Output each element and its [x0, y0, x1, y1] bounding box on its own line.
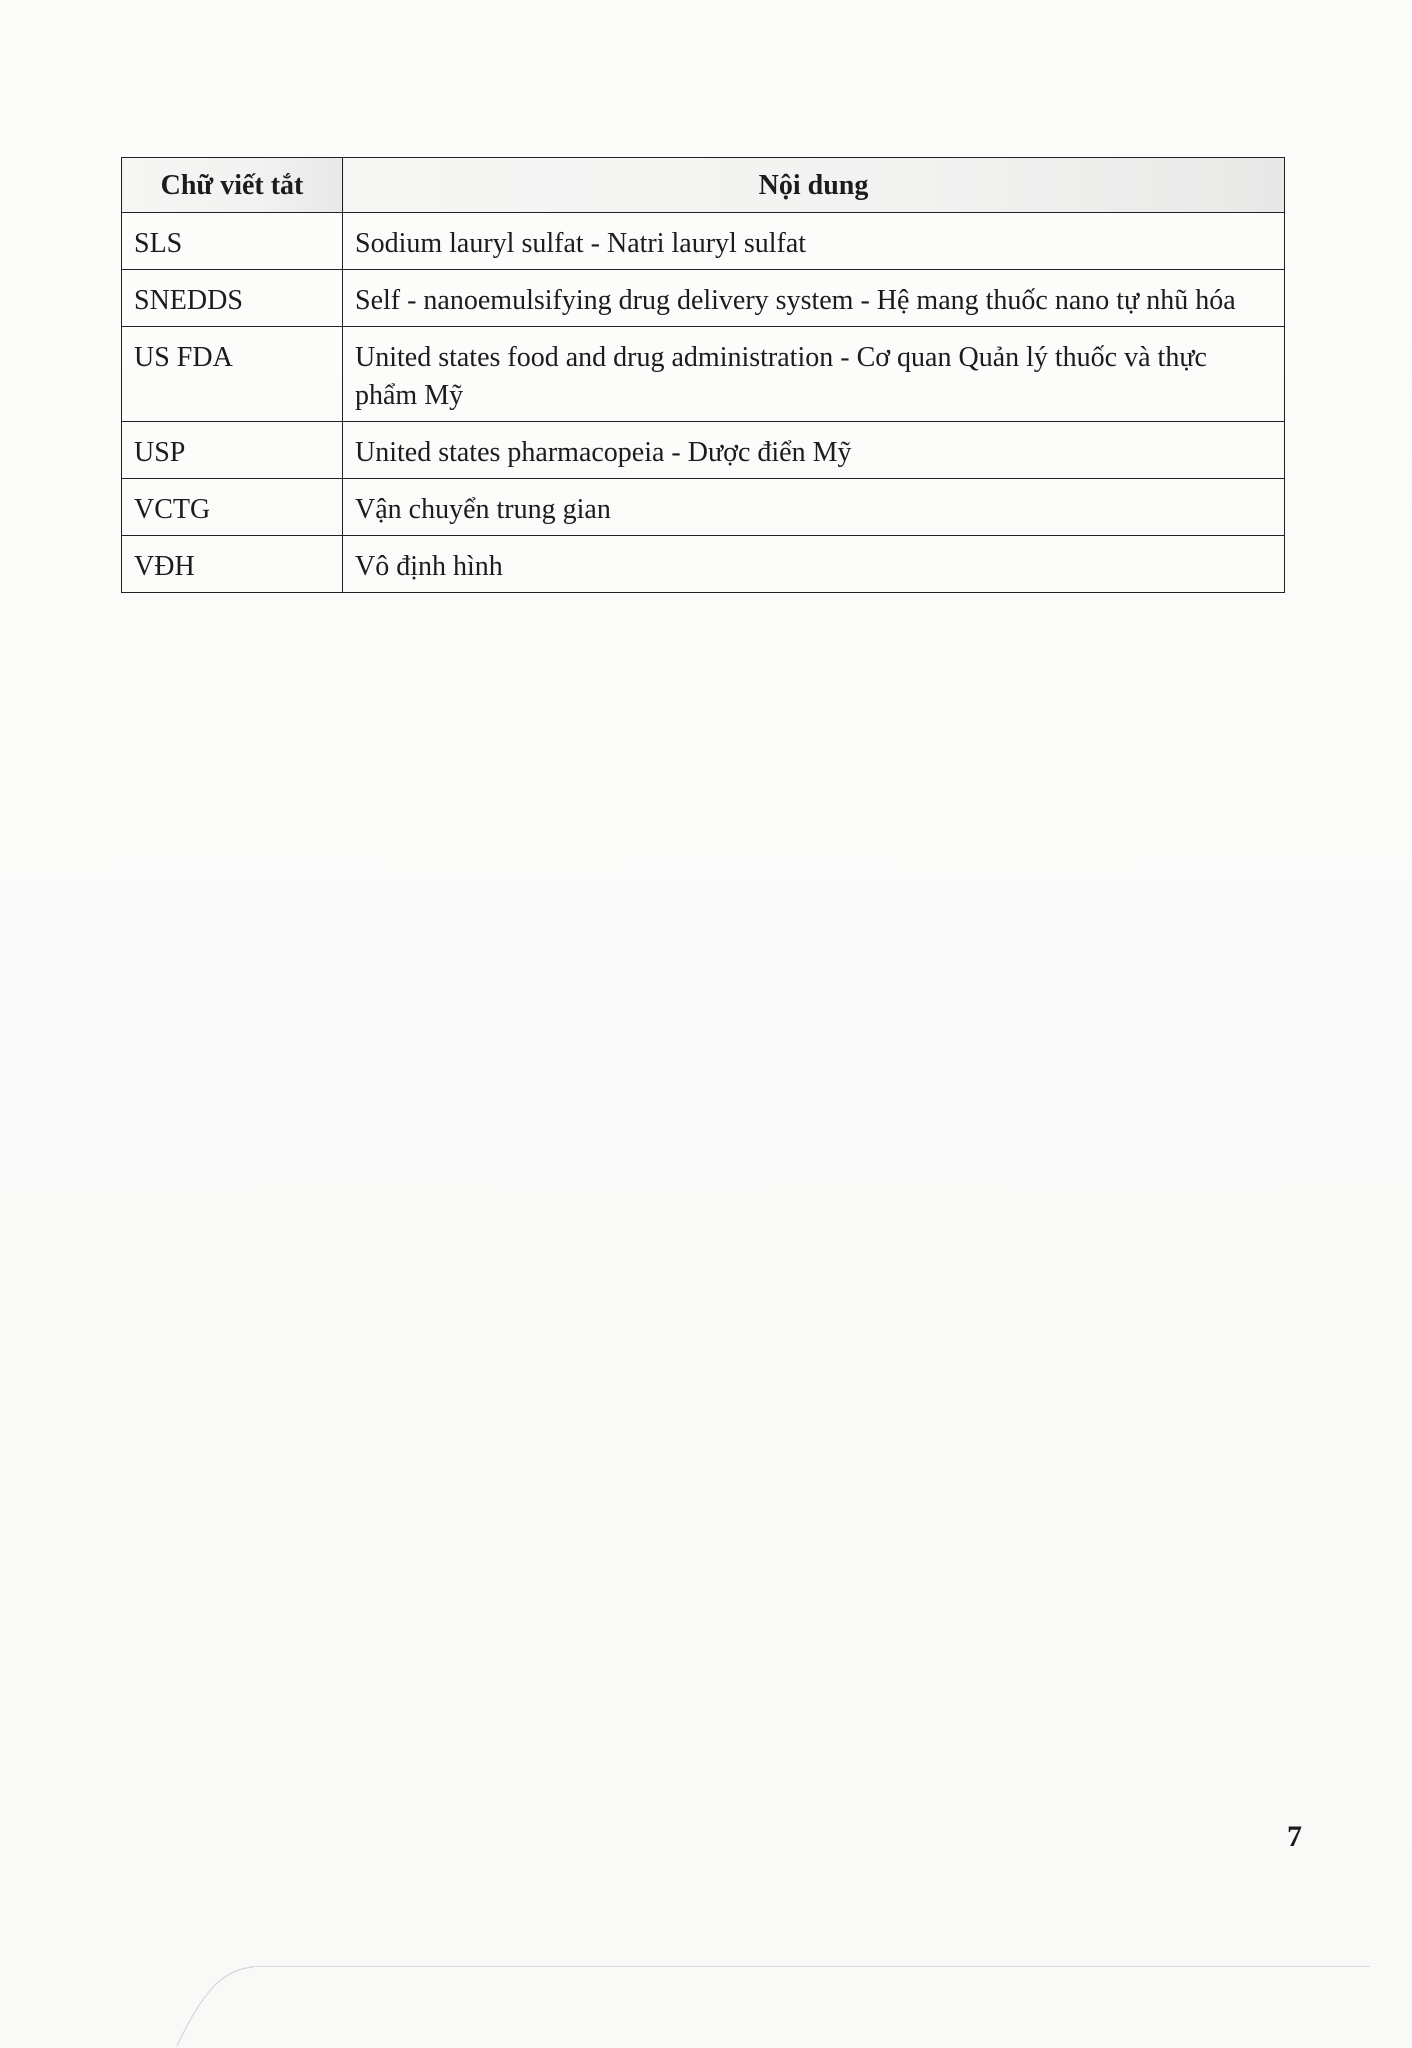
content-cell: Sodium lauryl sulfat - Natri lauryl sulfat: [343, 213, 1285, 270]
table-row: [122, 479, 1285, 536]
table-row: [122, 213, 1285, 270]
content-cell: United states food and drug administration - Cơ quan Quản lý thuốc và thực phẩm Mỹ: [343, 327, 1285, 422]
abbreviation-table: [121, 157, 1285, 593]
page-corner-curve: [175, 1966, 255, 2048]
content-cell: Vô định hình: [343, 536, 1285, 593]
page-number: 7: [1287, 1820, 1302, 1853]
page-edge-line: [250, 1966, 1370, 1967]
abbreviation-cell: USP: [122, 422, 343, 479]
abbreviation-cell: VĐH: [122, 536, 343, 593]
content-cell: Vận chuyển trung gian: [343, 479, 1285, 536]
content-cell: Self - nanoemulsifying drug delivery system - Hệ mang thuốc nano tự nhũ hóa: [343, 270, 1285, 327]
table-row: [122, 536, 1285, 593]
abbreviation-cell: US FDA: [122, 327, 343, 422]
content-cell: United states pharmacopeia - Dược điển Mỹ: [343, 422, 1285, 479]
abbreviation-cell: SNEDDS: [122, 270, 343, 327]
header-content: Nội dung: [343, 158, 1285, 213]
table-header-row: [122, 158, 1285, 213]
table-row: [122, 422, 1285, 479]
header-abbreviation: Chữ viết tắt: [122, 158, 343, 213]
table-row: [122, 327, 1285, 422]
abbreviation-cell: VCTG: [122, 479, 343, 536]
table-row: [122, 270, 1285, 327]
abbreviation-cell: SLS: [122, 213, 343, 270]
